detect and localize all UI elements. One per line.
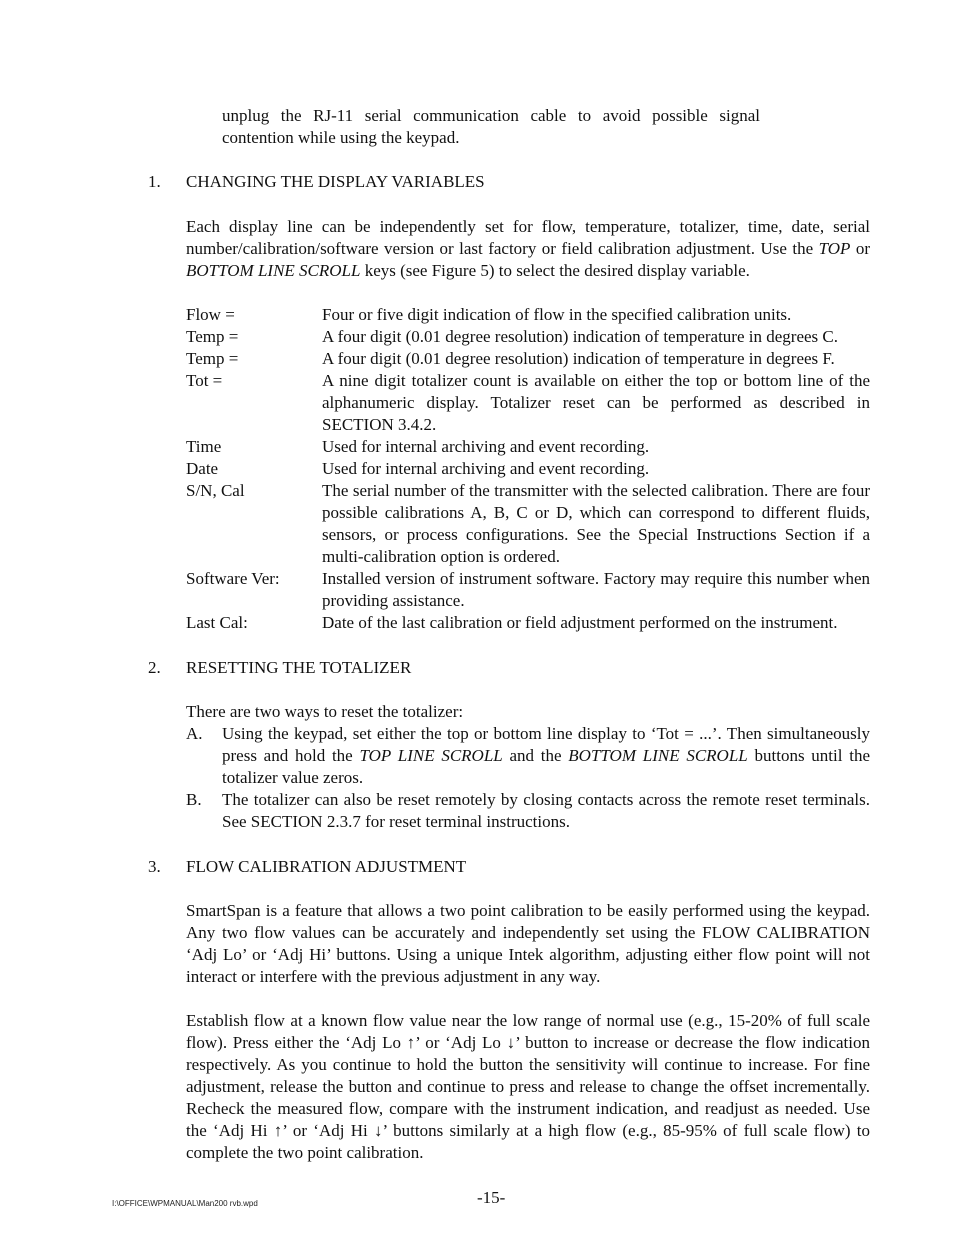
intro-line-2: contention while using the keypad. xyxy=(222,128,460,147)
def-row xyxy=(186,304,870,326)
def-term: Tot = xyxy=(186,371,223,390)
section-3-paragraph-1: SmartSpan is a feature that allows a two point calibration to be easily performed using the keypad. Any two flow values can be accurately and independently set using the FLOW CALIBRATION ‘Adj Lo’ or ‘Adj Hi’ buttons. Using a unique Intek algorithm, adjusting either flow point will not interact or interfere with the previous adjustment in any way. xyxy=(186,901,870,986)
section-1-number: 1. xyxy=(148,172,161,191)
section-1-paragraph xyxy=(186,216,870,282)
list-item-text xyxy=(222,723,870,789)
def-desc: The serial number of the transmitter with the selected calibration. There are four possible calibrations A, B, C or D, which can correspond to different fluids, sensors, or process configurations. See the Special Instructions Section if a multi-calibration option is ordered. xyxy=(322,481,870,566)
def-desc: Four or five digit indication of flow in the specified calibration units. xyxy=(322,305,792,324)
def-row xyxy=(186,480,870,568)
section-2-heading: RESETTING THE TOTALIZER xyxy=(186,658,412,677)
def-term: Temp = xyxy=(186,349,239,368)
def-row xyxy=(186,612,870,634)
def-row xyxy=(186,370,870,436)
section-1-heading: CHANGING THE DISPLAY VARIABLES xyxy=(186,172,485,191)
section-2-intro: There are two ways to reset the totalizer: xyxy=(186,702,464,721)
intro-continuation xyxy=(222,105,760,149)
def-term: Time xyxy=(186,437,222,456)
list-item-text: The totalizer can also be reset remotely by closing contacts across the remote reset terminals. See SECTION 2.3.7 for reset terminal instructions. xyxy=(222,790,870,831)
def-row xyxy=(186,326,870,348)
a-italic-bottom: BOTTOM LINE SCROLL xyxy=(568,746,748,765)
def-term: Temp = xyxy=(186,327,239,346)
def-term: Date xyxy=(186,459,219,478)
section-2-number: 2. xyxy=(148,658,161,677)
def-desc: Installed version of instrument software. Factory may require this number when providing assistance. xyxy=(322,569,870,610)
def-row xyxy=(186,436,870,458)
def-desc: Used for internal archiving and event recording. xyxy=(322,437,650,456)
s1-para-italic-bottom: BOTTOM LINE SCROLL xyxy=(186,261,361,280)
def-desc: A nine digit totalizer count is available on either the top or bottom line of the alphanumeric display. Totalizer reset can be performed as described in SECTION 3.4.2. xyxy=(322,371,870,434)
section-3-heading: FLOW CALIBRATION ADJUSTMENT xyxy=(186,857,467,876)
intro-line-1: unplug the RJ-11 serial communication cable to avoid possible signal xyxy=(222,106,760,125)
display-variable-definitions xyxy=(186,304,870,634)
def-desc: A four digit (0.01 degree resolution) indication of temperature in degrees C. xyxy=(322,327,838,346)
def-term: Software Ver: xyxy=(186,569,280,588)
s1-para-text-b: or xyxy=(850,239,870,258)
def-row xyxy=(186,568,870,612)
def-desc: Used for internal archiving and event recording. xyxy=(322,459,650,478)
section-3-paragraph-2: Establish flow at a known flow value near the low range of normal use (e.g., 15-20% of full scale flow). Press either the ‘Adj Lo ↑’ or ‘Adj Lo ↓’ button to increase or decrease the flow indication respectively. As you continue to hold the button the sensitivity will continue to increase. For fine adjustment, release the button and continue to press and release to change the offset incrementally. Recheck the measured flow, compare with the instrument indication, and readjust as needed. Use the ‘Adj Hi ↑’ or ‘Adj Hi ↓’ buttons similarly at a high flow (e.g., 85-95% of full scale flow) to complete the two point calibration. xyxy=(186,1011,870,1162)
def-row xyxy=(186,458,870,480)
file-path-footer: I:\OFFICE\WPMANUAL\Man200 rvb.wpd xyxy=(112,1199,258,1208)
def-desc: A four digit (0.01 degree resolution) indication of temperature in degrees F. xyxy=(322,349,835,368)
def-row xyxy=(186,348,870,370)
a-italic-top: TOP LINE SCROLL xyxy=(359,746,503,765)
list-item xyxy=(186,789,870,833)
def-desc: Date of the last calibration or field adjustment performed on the instrument. xyxy=(322,613,838,632)
list-item-label: A. xyxy=(186,724,203,743)
section-3-number: 3. xyxy=(148,857,161,876)
list-item-label: B. xyxy=(186,790,202,809)
a-text-3: buttons until the totalizer value zeros. xyxy=(222,746,870,787)
def-term: Flow = xyxy=(186,305,235,324)
list-item xyxy=(186,723,870,789)
def-term: Last Cal: xyxy=(186,613,248,632)
a-text-2: and the xyxy=(502,746,569,765)
def-term: S/N, Cal xyxy=(186,481,245,500)
s1-para-text-c: keys (see Figure 5) to select the desired display variable. xyxy=(360,261,750,280)
a-text-1: Using the keypad, set either the top or bottom line display to ‘Tot = ...’. Then simultaneously press and hold the xyxy=(222,724,870,765)
s1-para-text-a: Each display line can be independently set for flow, temperature, totalizer, time, date, serial number/calibration/software version or last factory or field calibration adjustment. Use the xyxy=(186,217,870,258)
s1-para-italic-top: TOP xyxy=(818,239,851,258)
reset-methods-list xyxy=(186,723,870,833)
page-number: -15- xyxy=(477,1188,506,1207)
